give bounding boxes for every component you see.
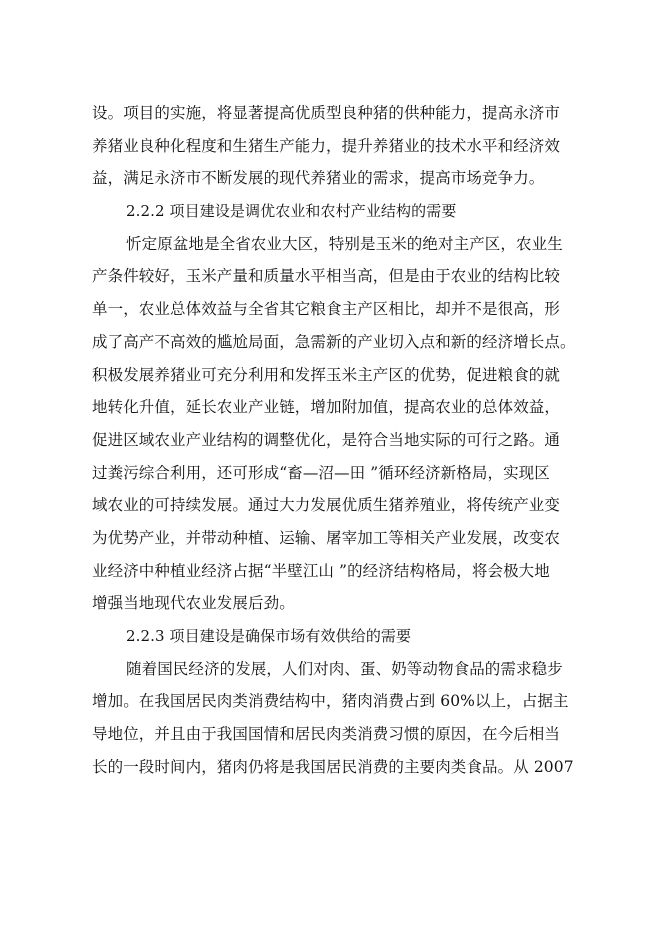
- paragraph-line: 养猪业良种化程度和生猪生产能力，提升养猪业的技术水平和经济效: [92, 136, 561, 155]
- paragraph-line: 忻定原盆地是全省农业大区，特别是玉米的绝对主产区，农业生: [126, 234, 563, 253]
- paragraph-line: 产条件较好，玉米产量和质量水平相当高，但是由于农业的结构比较: [92, 267, 561, 286]
- paragraph-line: 地转化升值，延长农业产业链，增加附加值，提高农业的总体效益，: [92, 398, 561, 417]
- section-heading-2-2-3: 2.2.3 项目建设是确保市场有效供给的需要: [126, 627, 412, 645]
- document-body: [92, 97, 576, 783]
- paragraph-line: 为优势产业，并带动种植、运输、屠宰加工等相关产业发展，改变农: [92, 528, 561, 547]
- paragraph-line: 益，满足永济市不断发展的现代养猪业的需求，提高市场竞争力。: [92, 169, 545, 188]
- paragraph-line: 过粪污综合利用，还可形成“畜—沼—田 ”循环经济新格局，实现区: [92, 463, 550, 482]
- paragraph-line: 长的一段时间内，猪肉仍将是我国居民消费的主要肉类食品。从 2007: [92, 757, 574, 776]
- paragraph-line: 单一，农业总体效益与全省其它粮食主产区相比，却并不是很高，形: [92, 300, 561, 319]
- paragraph-line: 域农业的可持续发展。通过大力发展优质生猪养殖业，将传统产业变: [92, 496, 561, 515]
- paragraph-line: 增强当地现代农业发展后劲。: [92, 594, 295, 613]
- paragraph-line: 促进区域农业产业结构的调整优化，是符合当地实际的可行之路。通: [92, 430, 561, 449]
- section-heading-2-2-2: 2.2.2 项目建设是调优农业和农村产业结构的需要: [126, 202, 457, 221]
- paragraph-line: 成了高产不高效的尴尬局面，急需新的产业切入点和新的经济增长点。: [92, 332, 576, 351]
- paragraph-line: 设。项目的实施，将显著提高优质型良种猪的供种能力，提高永济市: [92, 104, 561, 122]
- paragraph-line: 增加。在我国居民肉类消费结构中，猪肉消费占到 60%以上，占据主: [92, 692, 569, 711]
- paragraph-line: 随着国民经济的发展，人们对肉、蛋、奶等动物食品的需求稳步: [126, 659, 563, 678]
- paragraph-line: 业经济中种植业经济占据“半壁江山 ”的经济结构格局，将会极大地: [92, 561, 550, 580]
- paragraph-line: 积极发展养猪业可充分利用和发挥玉米主产区的优势，促进粮食的就: [92, 365, 561, 384]
- paragraph-line: 导地位，并且由于我国国情和居民肉类消费习惯的原因，在今后相当: [92, 725, 561, 744]
